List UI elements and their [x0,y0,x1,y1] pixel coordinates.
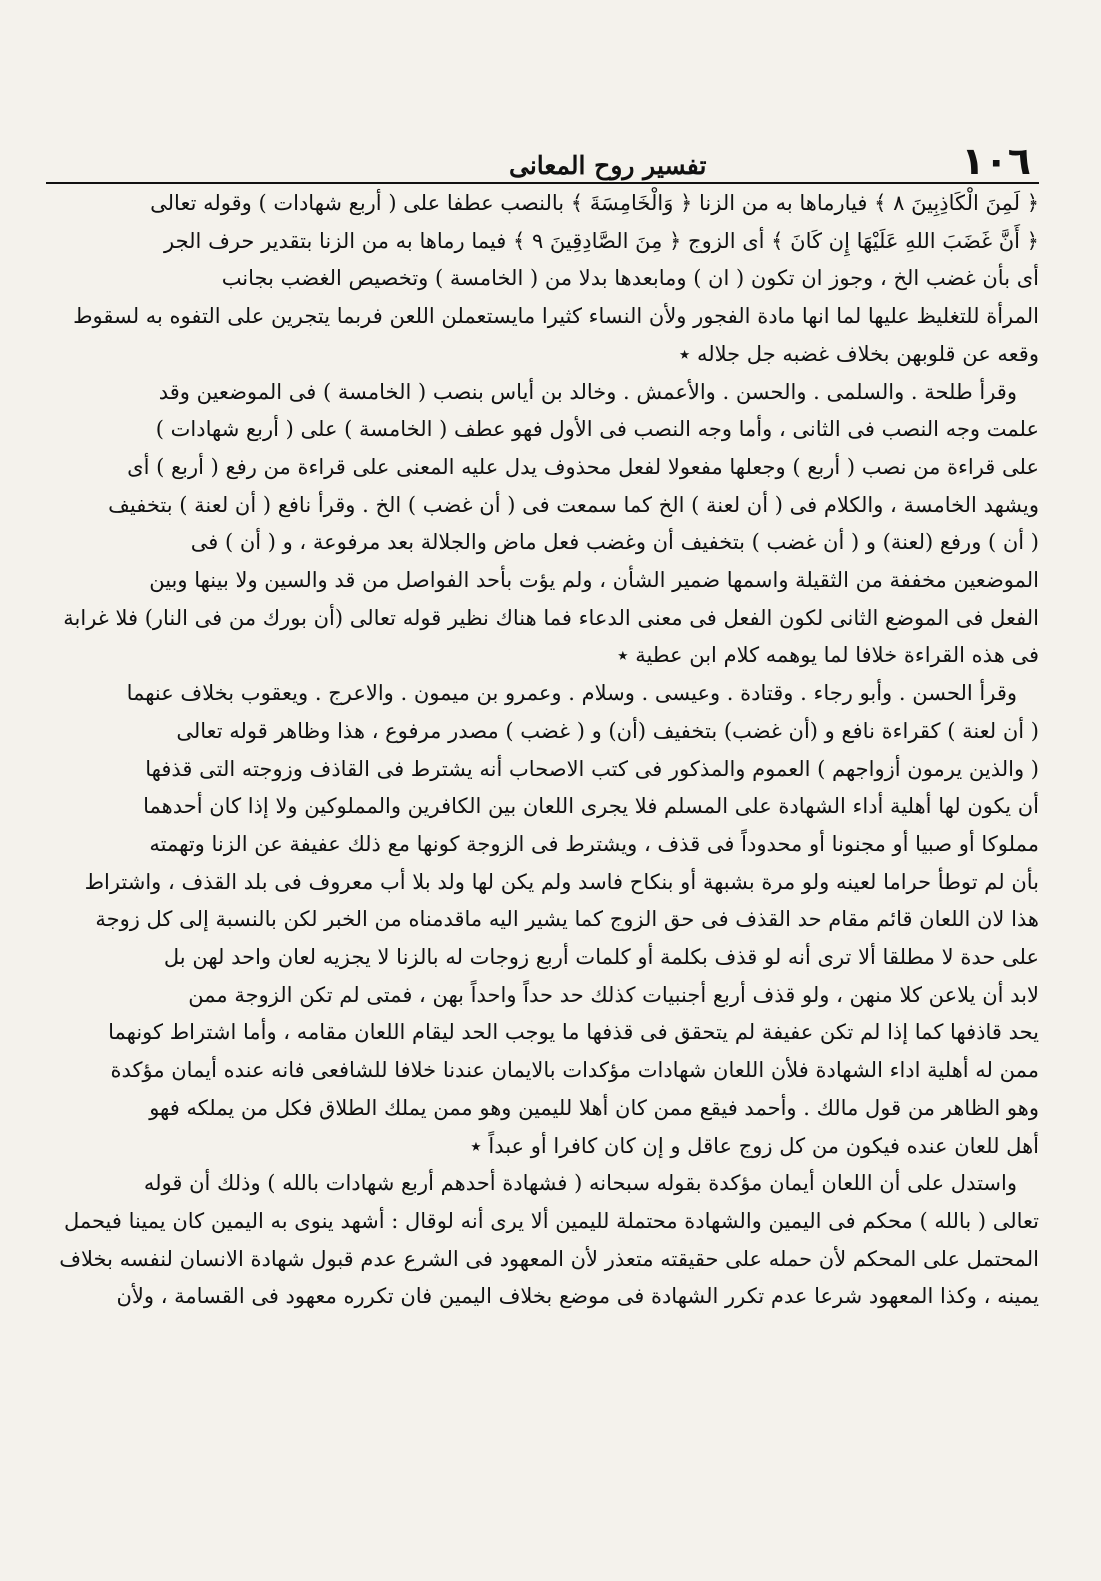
text-line: بأن لم توطأ حراما لعينه ولو مرة بشبهة أو بنكاح فاسد ولم يكن لها ولد بلا أب معروف فى بلد القذف ، واشتراط [84,869,1039,894]
page-header [46,126,1039,184]
text-line: الموضعين مخففة من الثقيلة واسمها ضمير الشأن ، ولم يؤت بأحد الفواصل من قد والسين ولا بينها وبين [149,568,1039,593]
text-line: ممن له أهلية اداء الشهادة فلأن اللعان شهادات مؤكدات بالايمان عندنا خلافا للشافعى فانه عنده أيمان مؤكدة [110,1058,1039,1083]
paragraph-4 [46,1165,1039,1316]
text-line: هذا لان اللعان قائم مقام حد القذف فى حق الزوج كما يشير اليه ماقدمناه من الخبر لكن بالنسبة إلى كل زوجة [95,907,1039,932]
text-line: يحد قاذفها كما إذا لم تكن عفيفة لم يتحقق فى قذفها ما يوجب الحد ليقام اللعان مقامه ، وأما اشتراط كونهما [108,1020,1039,1045]
text-line: ويشهد الخامسة ، والكلام فى ( أن لعنة ) الخ كما سمعت فى ( أن غضب ) الخ . وقرأ نافع ( أن لعنة ) بتخفيف [108,492,1039,517]
text-line: علمت وجه النصب فى الثانى ، وأما وجه النصب فى الأول فهو عطف ( الخامسة ) على ( أربع شهادات ) [155,417,1039,442]
text-line: أى بأن غضب الخ ، وجوز ان تكون ( ان ) ومابعدها بدلا من ( الخامسة ) وتخصيص الغضب بجانب [221,266,1039,291]
running-title: تفسير روح المعانى [508,151,707,180]
text-line: واستدل على أن اللعان أيمان مؤكدة بقوله سبحانه ( فشهادة أحدهم أربع شهادات بالله ) وذلك أن قوله [143,1171,1017,1196]
text-line: مملوكا أو صبيا أو مجنونا أو محدوداً فى قذف ، ويشترط فى الزوجة كونها مع ذلك عفيفة عن الزنا وتهمته [149,831,1039,856]
page-number: ١٠٦ [961,139,1031,183]
text-line: على قراءة من نصب ( أربع ) وجعلها مفعولا لفعل محذوف يدل عليه المعنى على قراءة من رفع ( أربع ) أى [127,454,1039,479]
text-line: وقعه عن قلوبهن بخلاف غضبه جل جلاله ٭ [678,341,1039,366]
text-line: تعالى ( بالله ) محكم فى اليمين والشهادة محتملة لليمين ألا يرى أنه لوقال : أشهد ينوى به اليمين كان يمينا فيحمل [63,1208,1039,1233]
text-line: المرأة للتغليظ عليها لما انها مادة الفجور ولأن النساء كثيرا مايستعملن اللعن فربما يتجرين على التفوه به لسقوط [73,304,1039,329]
text-line: يمينه ، وكذا المعهود شرعا عدم تكرر الشهادة فى موضع بخلاف اليمين فان تكرره معهود فى القسامة ، ولأن [116,1284,1039,1309]
body-text [46,185,1039,1316]
text-line: ﴿ لَمِنَ الْكَاذِبِينَ ٨ ﴾ فيارماها به من الزنا ﴿ وَالْخَامِسَةَ ﴾ بالنصب عطفا على ( أربع شهادات ) وقوله تعالى [150,191,1039,215]
text-line: وقرأ الحسن . وأبو رجاء . وقتادة . وعيسى . وسلام . وعمرو بن ميمون . والاعرج . ويعقوب بخلاف عنهما [126,681,1017,706]
text-line: أهل للعان عنده فيكون من كل زوج عاقل و إن كان كافرا أو عبداً ٭ [470,1133,1039,1158]
text-line: ( أن ) ورفع (لعنة) و ( أن غضب ) بتخفيف أن وغضب فعل ماض والجلالة بعد مرفوعة ، و ( أن ) فى [190,530,1039,555]
text-line: ﴿ أَنَّ غَضَبَ اللهِ عَلَيْهَا إِن كَانَ ﴾ أى الزوج ﴿ مِنَ الصَّادِقِينَ ٩ ﴾ فيما رماها به من الزنا بتقدير حرف الجر [164,228,1039,253]
text-line: وهو الظاهر من قول مالك . وأحمد فيقع ممن كان أهلا لليمين وهو ممن يملك الطلاق فكل من يملكه فهو [149,1095,1039,1120]
text-line: وقرأ طلحة . والسلمى . والحسن . والأعمش . وخالد بن أياس بنصب ( الخامسة ) فى الموضعين وقد [158,379,1017,404]
text-line: الفعل فى الموضع الثانى لكون الفعل فى معنى الدعاء فما هناك نظير قوله تعالى (أن بورك من فى النار) فلا غرابة [63,605,1039,630]
paragraph-1 [46,185,1039,374]
text-line: لابد أن يلاعن كلا منهن ، ولو قذف أربع أجنبيات كذلك حد حداً واحداً بهن ، فمتى لم تكن الزوجة ممن [188,982,1039,1007]
paragraph-2 [46,374,1039,676]
text-line: أن يكون لها أهلية أداء الشهادة على المسلم فلا يجرى اللعان بين الكافرين والمملوكين ولا إذا كان أحدهما [143,794,1039,819]
paragraph-3 [46,675,1039,1165]
text-line: المحتمل على المحكم لأن حمله على حقيقته متعذر لأن المعهود فى الشرع عدم قبول شهادة الانسان لنفسه بخلاف [59,1246,1039,1271]
text-line: على حدة لا مطلقا ألا ترى أنه لو قذف بكلمة أو كلمات أربع زوجات له بالزنا لا يجزيه لعان واحد لهن بل [163,945,1039,970]
text-line: ( أن لعنة ) كقراءة نافع و (أن غضب) بتخفيف (أن) و ( غضب ) مصدر مرفوع ، هذا وظاهر قوله تعالى [176,718,1039,743]
text-line: فى هذه القراءة خلافا لما يوهمه كلام ابن عطية ٭ [617,643,1039,668]
text-line: ( والذين يرمون أزواجهم ) العموم والمذكور فى كتب الاصحاب أنه يشترط فى القاذف وزوجته التى قذفها [145,756,1039,781]
